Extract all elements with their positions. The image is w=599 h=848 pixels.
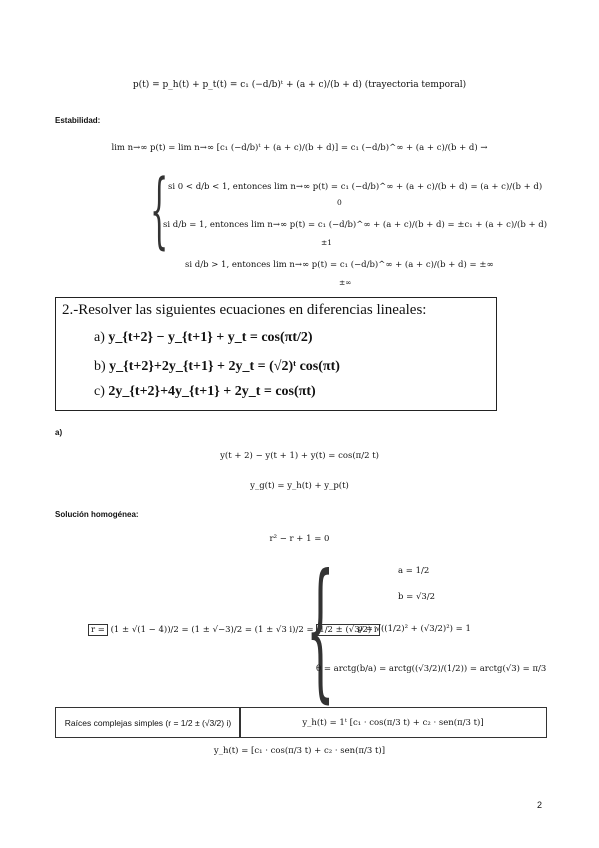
case-1: si 0 < d/b < 1, entonces lim n→∞ p(t) = c₁ (−d/b)^∞ + (a + c)/(b + d) = (a + c)/(b + d): [168, 182, 543, 192]
rho-value: ρ = √((1/2)² + (√3/2)²) = 1: [358, 624, 471, 634]
problem-item-a: [94, 330, 313, 346]
cases-brace: {: [150, 163, 169, 258]
problem-item-a-eq: y_{t+2} − y_{t+1} + y_t = cos(πt/2): [108, 330, 313, 345]
problem-item-b: [94, 359, 340, 375]
case-2-under: ±1: [321, 238, 333, 247]
limit-line: lim n→∞ p(t) = lim n→∞ [c₁ (−d/b)ᵗ + (a + c)/(b + d)] = c₁ (−d/b)^∞ + (a + c)/(b + d) →: [111, 143, 488, 153]
problem-item-c: [94, 384, 316, 400]
homogeneous-label: Solución homogénea:: [55, 510, 139, 519]
b-value: b = √3/2: [398, 592, 436, 602]
problem-title: 2.-Resolver las siguientes ecuaciones en diferencias lineales:: [62, 302, 427, 318]
case-3: si d/b > 1, entonces lim n→∞ p(t) = c₁ (−d/b)^∞ + (a + c)/(b + d) = ±∞: [185, 260, 494, 270]
params-brace: {: [306, 543, 335, 717]
page-number: 2: [537, 800, 543, 810]
part-a-label: a): [55, 428, 63, 437]
problem-item-c-eq: 2y_{t+2}+4y_{t+1} + 2y_t = cos(πt): [108, 384, 316, 399]
estabilidad-label: Estabilidad:: [55, 116, 101, 125]
problem-item-a-letter: a): [94, 330, 105, 345]
table-right-cell: [239, 707, 547, 738]
trajectory-formula: p(t) = p_h(t) + p_t(t) = c₁ (−d/b)ᵗ + (a + c)/(b + d) (trayectoria temporal): [132, 80, 467, 90]
table-right-text: y_h(t) = 1ᵗ [c₁ · cos(π/3 t) + c₂ · sen(π/3 t)]: [302, 717, 484, 728]
case-3-under: ±∞: [339, 278, 352, 287]
root-boxed-result: 1/2 ± (√3/2) i: [316, 624, 379, 636]
root-equation: [88, 625, 380, 635]
case-2: si d/b = 1, entonces lim n→∞ p(t) = c₁ (−d/b)^∞ + (a + c)/(b + d) = ±c₁ + (a + c)/(b + d): [163, 220, 548, 230]
part-a-eq2: y_g(t) = y_h(t) + y_p(t): [250, 481, 349, 491]
part-a-eq1: y(t + 2) − y(t + 1) + y(t) = cos(π/2 t): [220, 451, 379, 461]
problem-item-b-eq: y_{t+2}+2y_{t+1} + 2y_t = (√2)ᵗ cos(πt): [109, 359, 340, 374]
final-solution: y_h(t) = [c₁ · cos(π/3 t) + c₂ · sen(π/3 t)]: [213, 746, 386, 756]
problem-item-b-letter: b): [94, 359, 106, 374]
a-value: a = 1/2: [398, 566, 430, 576]
root-r-box: r =: [88, 624, 108, 636]
char-equation: r² − r + 1 = 0: [269, 534, 330, 544]
problem-item-c-letter: c): [94, 384, 105, 399]
root-chain: (1 ± √(1 − 4))/2 = (1 ± √−3)/2 = (1 ± √3 i)/2 =: [110, 625, 314, 635]
table-left-text: Raíces complejas simples (r = 1/2 ± (√3/2) i): [64, 717, 232, 728]
case-1-under: 0: [337, 198, 342, 207]
theta-value: θ = arctg(b/a) = arctg((√3/2)/(1/2)) = arctg(√3) = π/3: [316, 664, 547, 674]
table-left-cell: [55, 707, 241, 738]
